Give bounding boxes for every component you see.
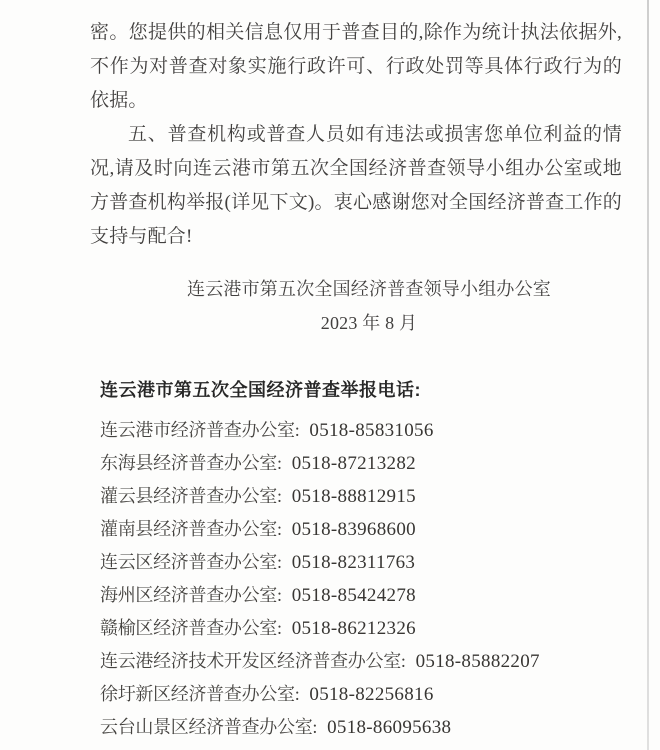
hotline-office-name: 连云港市经济普查办公室: xyxy=(100,420,300,440)
hotline-row xyxy=(100,711,622,744)
hotline-phone-number: 0518-82311763 xyxy=(291,552,416,573)
hotline-row xyxy=(100,480,622,513)
hotline-row xyxy=(100,612,622,645)
hotline-row xyxy=(100,678,622,711)
hotline-row xyxy=(100,579,622,612)
paragraph-item-five: 五、普查机构或普查人员如有违法或损害您单位利益的情况,请及时向连云港市第五次全国经济普查领导小组办公室或地方普查机构举报(详见下文)。衷心感谢您对全国经济普查工作的支持与配合! xyxy=(90,124,622,247)
hotline-phone-number: 0518-87213282 xyxy=(291,453,416,474)
hotline-phone-number: 0518-86212326 xyxy=(291,618,416,639)
hotline-phone-number: 0518-86095638 xyxy=(327,717,452,738)
hotline-office-name: 赣榆区经济普查办公室: xyxy=(100,618,282,638)
hotline-phone-number: 0518-85831056 xyxy=(309,420,434,441)
hotline-row xyxy=(100,414,622,447)
hotline-phone-number: 0518-83968600 xyxy=(291,519,416,540)
hotline-row xyxy=(100,447,622,480)
hotline-office-name: 东海县经济普查办公室: xyxy=(100,453,282,473)
signature-date: 2023 年 8 月 xyxy=(320,313,418,333)
hotline-office-name: 灌云县经济普查办公室: xyxy=(100,486,282,506)
hotline-office-name: 连云港经济技术开发区经济普查办公室: xyxy=(100,651,406,671)
paragraph-confidentiality-continuation: 密。您提供的相关信息仅用于普查目的,除作为统计执法依据外,不作为对普查对象实施行政许可、行政处罚等具体行政行为的依据。 xyxy=(90,22,622,111)
hotline-office-name: 连云区经济普查办公室: xyxy=(100,552,282,572)
hotline-phone-number: 0518-82256816 xyxy=(309,684,434,705)
hotline-row xyxy=(100,645,622,678)
hotline-phone-number: 0518-85882207 xyxy=(415,651,540,672)
hotline-office-name: 海州区经济普查办公室: xyxy=(100,585,282,605)
hotline-section xyxy=(90,376,622,744)
signature-organization: 连云港市第五次全国经济普查领导小组办公室 xyxy=(187,279,551,299)
signature-block xyxy=(90,272,622,340)
hotline-office-name: 云台山景区经济普查办公室: xyxy=(100,717,318,737)
hotline-row xyxy=(100,513,622,546)
hotline-section-heading: 连云港市第五次全国经济普查举报电话: xyxy=(100,380,421,400)
hotline-office-name: 灌南县经济普查办公室: xyxy=(100,519,282,539)
hotline-phone-number: 0518-88812915 xyxy=(291,486,416,507)
hotline-office-name: 徐圩新区经济普查办公室: xyxy=(100,684,300,704)
hotline-phone-number: 0518-85424278 xyxy=(291,585,416,606)
hotline-row xyxy=(100,546,622,579)
